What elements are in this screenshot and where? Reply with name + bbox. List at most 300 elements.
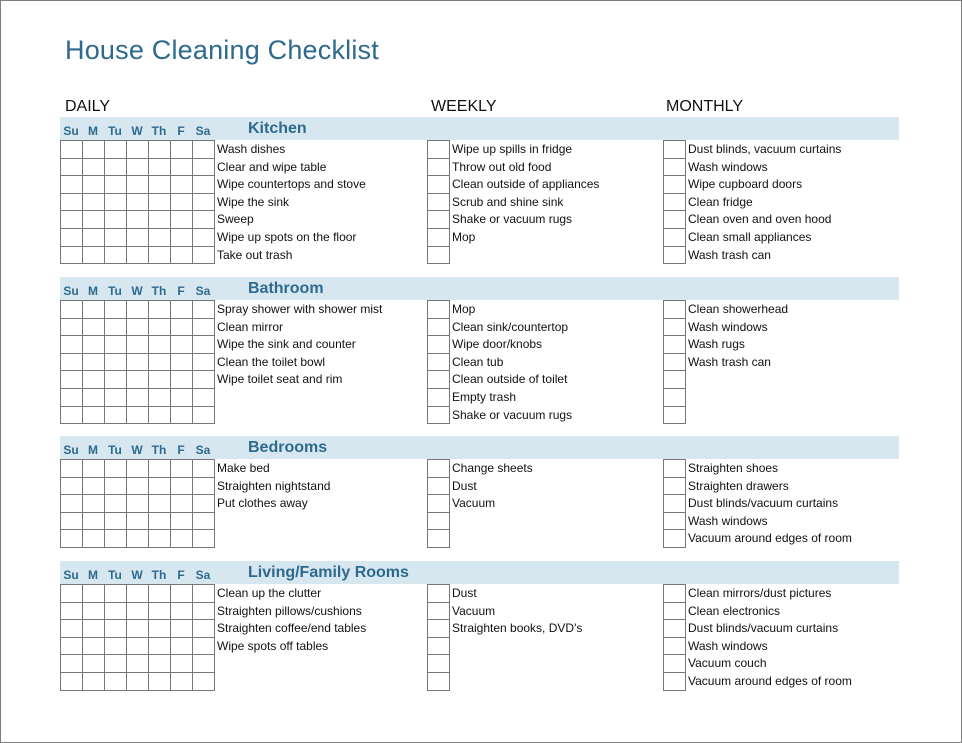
day-label-f: F [177,443,185,457]
daily-checkbox[interactable] [193,211,215,229]
weekly-checkbox[interactable] [428,176,449,194]
day-label-m: M [88,568,98,582]
daily-checkbox[interactable] [61,354,83,372]
daily-task: Wash dishes [217,142,286,156]
daily-checkbox[interactable] [171,336,193,354]
weekly-task: Wipe door/knobs [452,337,543,352]
daily-checkbox[interactable] [127,603,149,621]
section-title: Living/Family Rooms [248,564,409,581]
weekly-checkbox[interactable] [428,319,449,337]
section-living-family-rooms [60,561,900,692]
daily-checkbox[interactable] [61,407,83,425]
day-label-f: F [177,124,185,138]
monthly-task: Dust blinds, vacuum curtains [688,142,842,156]
daily-checkbox[interactable] [193,229,215,247]
daily-checkbox[interactable] [105,585,127,603]
daily-checkbox[interactable] [127,460,149,478]
daily-checkbox[interactable] [61,478,83,496]
monthly-checkbox[interactable] [664,319,685,337]
daily-checkbox[interactable] [149,301,171,319]
daily-checkbox[interactable] [171,141,193,159]
daily-checkbox[interactable] [149,336,171,354]
daily-checkbox[interactable] [83,407,105,425]
daily-checkbox[interactable] [193,319,215,337]
day-label-su: Su [63,443,79,457]
daily-checkbox[interactable] [83,229,105,247]
daily-checkbox[interactable] [193,620,215,638]
daily-checkbox[interactable] [127,655,149,673]
section-kitchen [60,117,900,265]
weekly-task: Straighten books, DVD's [452,621,583,636]
daily-checkbox[interactable] [105,371,127,389]
daily-checkbox[interactable] [171,513,193,531]
daily-checkbox[interactable] [105,513,127,531]
daily-checkbox[interactable] [105,354,127,372]
daily-checkbox[interactable] [149,585,171,603]
daily-task: Straighten pillows/cushions [217,603,362,618]
monthly-checkbox[interactable] [664,194,685,212]
daily-checkbox[interactable] [127,336,149,354]
daily-checkbox[interactable] [171,354,193,372]
daily-checkbox[interactable] [61,194,83,212]
monthly-checkbox[interactable] [664,247,685,265]
daily-checkbox[interactable] [127,354,149,372]
daily-task: Spray shower with shower mist [217,302,383,316]
daily-checkbox-grid [60,459,215,548]
weekly-checkbox[interactable] [428,389,449,407]
monthly-task: Clean oven and oven hood [688,212,832,227]
weekly-checkbox[interactable] [428,513,449,531]
day-label-sa: Sa [195,568,211,582]
daily-checkbox[interactable] [105,141,127,159]
weekly-checkbox[interactable] [428,620,449,638]
daily-checkbox[interactable] [149,495,171,513]
weekly-checkbox[interactable] [428,655,449,673]
daily-checkbox[interactable] [61,585,83,603]
daily-checkbox[interactable] [127,638,149,656]
daily-checkbox[interactable] [61,301,83,319]
weekly-checkbox[interactable] [428,247,449,265]
daily-checkbox[interactable] [61,513,83,531]
daily-checkbox[interactable] [171,159,193,177]
daily-checkbox[interactable] [83,159,105,177]
daily-checkbox[interactable] [105,336,127,354]
daily-checkbox[interactable] [149,176,171,194]
daily-checkbox[interactable] [127,194,149,212]
day-label-tu: Tu [108,443,122,457]
daily-checkbox[interactable] [105,530,127,548]
daily-checkbox[interactable] [193,638,215,656]
daily-checkbox[interactable] [149,389,171,407]
weekly-task: Mop [452,302,476,316]
daily-checkbox[interactable] [127,478,149,496]
daily-checkbox[interactable] [171,176,193,194]
daily-task: Wipe countertops and stove [217,177,366,192]
daily-checkbox[interactable] [61,211,83,229]
weekly-checkbox[interactable] [428,585,449,603]
daily-checkbox[interactable] [83,638,105,656]
daily-checkbox[interactable] [105,603,127,621]
weekly-task: Change sheets [452,461,533,475]
daily-checkbox[interactable] [127,247,149,265]
daily-task: Straighten coffee/end tables [217,621,367,636]
daily-checkbox[interactable] [149,655,171,673]
monthly-checkbox[interactable] [664,407,685,425]
monthly-task: Vacuum couch [688,656,767,671]
daily-checkbox[interactable] [171,407,193,425]
daily-checkbox[interactable] [61,655,83,673]
daily-checkbox[interactable] [193,389,215,407]
daily-checkbox[interactable] [171,655,193,673]
daily-checkbox[interactable] [61,603,83,621]
daily-checkbox[interactable] [193,301,215,319]
daily-checkbox[interactable] [127,585,149,603]
daily-checkbox[interactable] [83,211,105,229]
daily-task: Wipe up spots on the floor [217,229,357,244]
weekly-task: Throw out old food [452,159,552,174]
daily-checkbox[interactable] [127,371,149,389]
monthly-task: Wash rugs [688,337,745,352]
daily-checkbox[interactable] [193,655,215,673]
weekly-task: Scrub and shine sink [452,194,564,209]
daily-checkbox[interactable] [193,159,215,177]
monthly-checkbox[interactable] [664,141,685,159]
daily-checkbox[interactable] [61,530,83,548]
daily-checkbox[interactable] [193,513,215,531]
monthly-checkbox[interactable] [664,495,685,513]
daily-checkbox[interactable] [193,336,215,354]
daily-checkbox[interactable] [171,194,193,212]
monthly-task: Clean fridge [688,194,753,209]
weekly-checkbox[interactable] [428,603,449,621]
daily-checkbox[interactable] [127,211,149,229]
daily-checkbox[interactable] [149,141,171,159]
day-label-th: Th [151,284,167,298]
monthly-checkbox-column [663,459,686,548]
daily-checkbox[interactable] [105,176,127,194]
monthly-task: Vacuum around edges of room [688,673,852,688]
daily-checkbox[interactable] [149,460,171,478]
monthly-checkbox[interactable] [664,460,685,478]
daily-checkbox[interactable] [149,211,171,229]
daily-checkbox[interactable] [149,319,171,337]
daily-checkbox[interactable] [105,159,127,177]
daily-checkbox[interactable] [105,495,127,513]
day-label-m: M [88,284,98,298]
daily-checkbox[interactable] [149,194,171,212]
daily-checkbox[interactable] [83,354,105,372]
daily-checkbox[interactable] [171,460,193,478]
day-label-th: Th [151,443,167,457]
weekly-task: Dust [452,586,477,600]
daily-checkbox[interactable] [127,495,149,513]
daily-checkbox[interactable] [171,638,193,656]
monthly-checkbox[interactable] [664,159,685,177]
daily-checkbox[interactable] [83,194,105,212]
daily-checkbox[interactable] [61,176,83,194]
daily-checkbox[interactable] [171,673,193,691]
weekly-task: Dust [452,478,477,493]
daily-checkbox[interactable] [171,211,193,229]
daily-checkbox[interactable] [105,407,127,425]
daily-checkbox[interactable] [127,389,149,407]
monthly-checkbox[interactable] [664,655,685,673]
daily-checkbox[interactable] [193,673,215,691]
daily-task-list [217,585,366,655]
monthly-checkbox[interactable] [664,336,685,354]
daily-checkbox[interactable] [105,620,127,638]
daily-checkbox[interactable] [193,407,215,425]
daily-checkbox[interactable] [171,478,193,496]
weekly-checkbox-column [427,584,450,691]
monthly-task: Dust blinds/vacuum curtains [688,496,839,511]
monthly-task: Clean small appliances [688,229,812,244]
weekly-task: Vacuum [452,603,496,618]
monthly-task-list [688,301,788,371]
daily-checkbox[interactable] [193,371,215,389]
daily-checkbox[interactable] [105,638,127,656]
daily-checkbox[interactable] [193,194,215,212]
daily-checkbox[interactable] [127,141,149,159]
daily-checkbox[interactable] [83,176,105,194]
monthly-checkbox[interactable] [664,478,685,496]
daily-checkbox[interactable] [127,301,149,319]
daily-checkbox[interactable] [149,530,171,548]
daily-checkbox[interactable] [105,194,127,212]
daily-checkbox[interactable] [61,638,83,656]
monthly-checkbox[interactable] [664,371,685,389]
monthly-checkbox[interactable] [664,301,685,319]
daily-checkbox[interactable] [61,389,83,407]
daily-checkbox[interactable] [61,336,83,354]
daily-task: Make bed [217,461,270,475]
daily-checkbox[interactable] [149,354,171,372]
monthly-checkbox-column [663,300,686,424]
weekly-task-list [452,141,599,247]
daily-checkbox[interactable] [127,319,149,337]
daily-checkbox[interactable] [83,371,105,389]
daily-checkbox[interactable] [61,673,83,691]
daily-checkbox[interactable] [149,407,171,425]
weekly-task-list [452,301,572,424]
daily-checkbox[interactable] [149,247,171,265]
day-label-f: F [177,568,185,582]
daily-checkbox[interactable] [171,247,193,265]
day-label-m: M [88,124,98,138]
monthly-checkbox[interactable] [664,530,685,548]
daily-checkbox[interactable] [83,247,105,265]
daily-checkbox[interactable] [193,176,215,194]
daily-task: Clear and wipe table [217,159,327,174]
daily-checkbox[interactable] [105,229,127,247]
monthly-checkbox[interactable] [664,585,685,603]
day-label-sa: Sa [195,284,211,298]
monthly-task: Vacuum around edges of room [688,531,852,546]
daily-checkbox[interactable] [127,407,149,425]
daily-checkbox[interactable] [193,247,215,265]
monthly-checkbox[interactable] [664,638,685,656]
daily-checkbox[interactable] [61,141,83,159]
daily-checkbox[interactable] [193,603,215,621]
daily-checkbox[interactable] [127,159,149,177]
daily-checkbox[interactable] [149,638,171,656]
daily-checkbox[interactable] [171,603,193,621]
daily-checkbox[interactable] [149,478,171,496]
daily-checkbox[interactable] [149,603,171,621]
daily-checkbox[interactable] [83,585,105,603]
monthly-task: Straighten shoes [688,461,779,475]
daily-checkbox[interactable] [193,354,215,372]
weekly-checkbox[interactable] [428,495,449,513]
daily-checkbox[interactable] [171,301,193,319]
weekly-checkbox[interactable] [428,407,449,425]
daily-checkbox[interactable] [61,371,83,389]
daily-checkbox[interactable] [171,530,193,548]
daily-checkbox[interactable] [83,655,105,673]
monthly-checkbox[interactable] [664,620,685,638]
daily-checkbox[interactable] [127,620,149,638]
day-label-sa: Sa [195,124,211,138]
monthly-task-list [688,141,841,264]
daily-checkbox[interactable] [105,211,127,229]
monthly-task: Wash trash can [688,247,771,262]
daily-checkbox[interactable] [193,585,215,603]
daily-task: Clean mirror [217,319,284,334]
daily-checkbox[interactable] [171,319,193,337]
daily-checkbox[interactable] [193,530,215,548]
daily-checkbox[interactable] [83,301,105,319]
section-bedrooms [60,436,900,549]
daily-checkbox[interactable] [61,495,83,513]
monthly-checkbox[interactable] [664,673,685,691]
weekly-checkbox[interactable] [428,354,449,372]
daily-checkbox[interactable] [105,673,127,691]
daily-checkbox[interactable] [83,495,105,513]
daily-checkbox[interactable] [61,229,83,247]
daily-checkbox[interactable] [83,478,105,496]
day-label-th: Th [151,568,167,582]
daily-checkbox[interactable] [193,141,215,159]
daily-checkbox[interactable] [127,513,149,531]
weekly-task: Vacuum [452,496,496,511]
daily-checkbox[interactable] [127,229,149,247]
daily-checkbox[interactable] [83,319,105,337]
day-label-tu: Tu [108,284,122,298]
monthly-task: Wash trash can [688,354,771,369]
weekly-checkbox[interactable] [428,371,449,389]
section-title: Bathroom [248,280,324,297]
daily-checkbox[interactable] [149,371,171,389]
daily-checkbox[interactable] [105,478,127,496]
daily-checkbox[interactable] [171,585,193,603]
daily-checkbox[interactable] [61,460,83,478]
daily-checkbox[interactable] [171,371,193,389]
daily-checkbox[interactable] [83,389,105,407]
weekly-checkbox[interactable] [428,336,449,354]
daily-checkbox[interactable] [149,513,171,531]
weekly-checkbox[interactable] [428,530,449,548]
daily-checkbox[interactable] [193,460,215,478]
weekly-checkbox[interactable] [428,194,449,212]
daily-checkbox[interactable] [83,620,105,638]
daily-checkbox[interactable] [127,176,149,194]
day-label-su: Su [63,124,79,138]
weekly-task-list [452,585,582,638]
monthly-checkbox[interactable] [664,513,685,531]
daily-checkbox[interactable] [83,673,105,691]
weekly-checkbox[interactable] [428,211,449,229]
daily-checkbox[interactable] [61,247,83,265]
daily-checkbox[interactable] [149,229,171,247]
weekly-task: Clean sink/countertop [452,319,569,334]
monthly-checkbox[interactable] [664,176,685,194]
daily-checkbox[interactable] [171,229,193,247]
daily-checkbox[interactable] [61,159,83,177]
weekly-checkbox[interactable] [428,460,449,478]
daily-checkbox[interactable] [83,141,105,159]
weekly-checkbox[interactable] [428,673,449,691]
daily-checkbox[interactable] [171,389,193,407]
weekly-checkbox[interactable] [428,229,449,247]
daily-checkbox[interactable] [171,495,193,513]
weekly-checkbox[interactable] [428,301,449,319]
daily-heading: DAILY [65,98,111,115]
daily-checkbox[interactable] [105,460,127,478]
daily-checkbox[interactable] [149,620,171,638]
daily-checkbox[interactable] [193,495,215,513]
day-label-th: Th [151,124,167,138]
daily-checkbox[interactable] [193,478,215,496]
daily-checkbox[interactable] [105,247,127,265]
daily-task: Clean up the clutter [217,586,322,600]
daily-checkbox[interactable] [61,620,83,638]
daily-task-list [217,141,366,264]
daily-checkbox[interactable] [149,159,171,177]
weekly-checkbox[interactable] [428,159,449,177]
daily-checkbox[interactable] [171,620,193,638]
monthly-checkbox[interactable] [664,211,685,229]
monthly-checkbox[interactable] [664,229,685,247]
daily-checkbox[interactable] [105,389,127,407]
weekly-checkbox[interactable] [428,638,449,656]
daily-checkbox[interactable] [127,673,149,691]
daily-checkbox[interactable] [61,319,83,337]
page-title: House Cleaning Checklist [65,35,379,65]
daily-checkbox[interactable] [83,336,105,354]
daily-checkbox[interactable] [83,513,105,531]
daily-checkbox[interactable] [83,460,105,478]
daily-checkbox-grid [60,584,215,691]
daily-checkbox[interactable] [105,655,127,673]
daily-checkbox[interactable] [149,673,171,691]
daily-checkbox[interactable] [127,530,149,548]
monthly-checkbox[interactable] [664,354,685,372]
weekly-task-list [452,460,533,513]
daily-checkbox[interactable] [105,319,127,337]
daily-checkbox[interactable] [83,530,105,548]
monthly-heading: MONTHLY [666,98,744,115]
monthly-checkbox[interactable] [664,389,685,407]
daily-checkbox[interactable] [105,301,127,319]
weekly-checkbox-column [427,140,450,264]
weekly-checkbox[interactable] [428,478,449,496]
daily-task: Straighten nightstand [217,478,331,493]
section-bathroom [60,277,900,425]
daily-checkbox[interactable] [83,603,105,621]
weekly-checkbox[interactable] [428,141,449,159]
monthly-checkbox[interactable] [664,603,685,621]
day-label-w: W [131,443,143,457]
